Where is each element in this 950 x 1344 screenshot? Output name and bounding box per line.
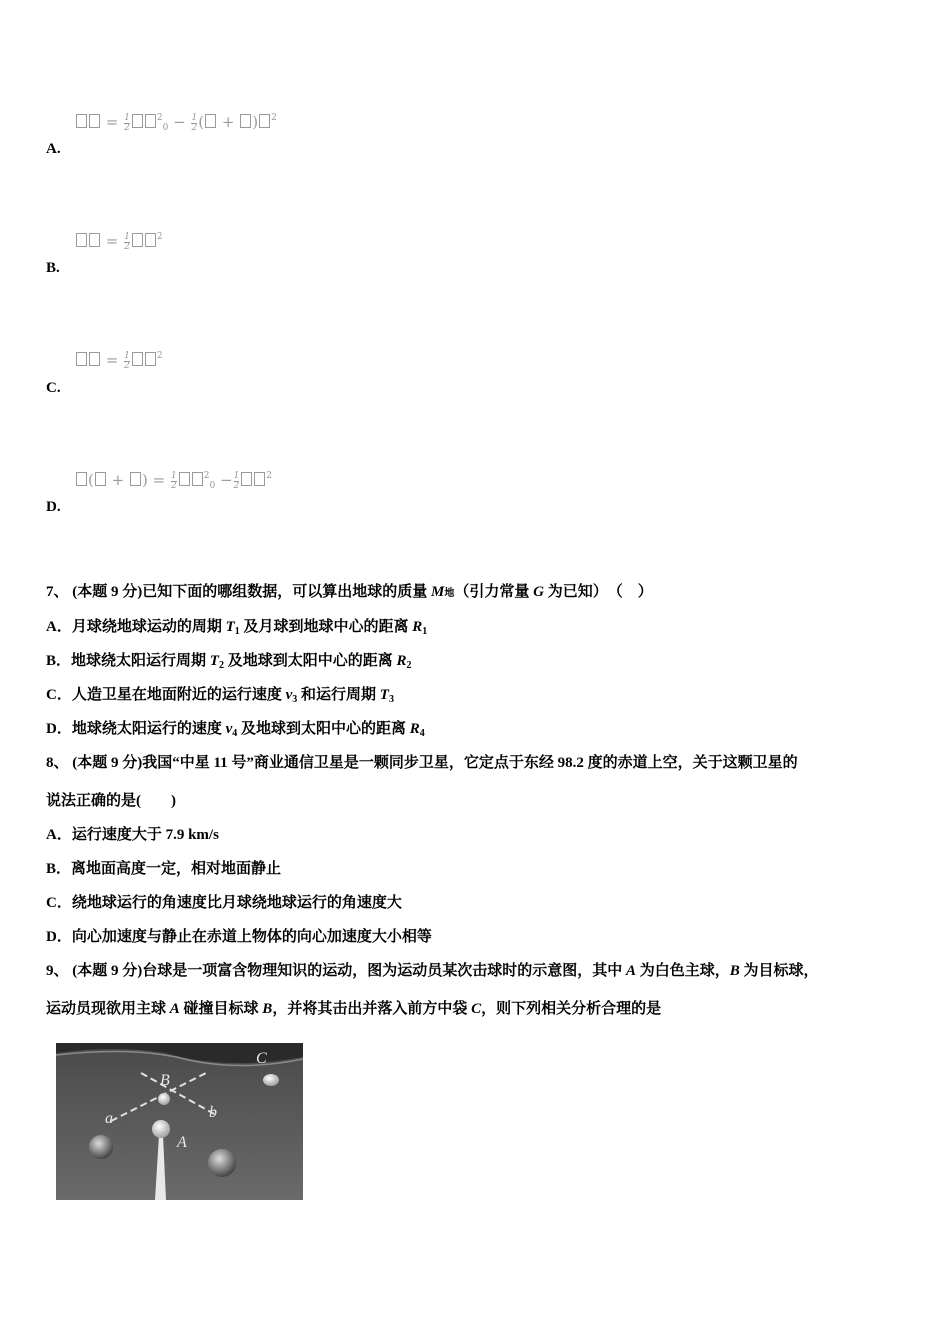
q8-option-b: B．离地面高度一定，相对地面静止 (46, 861, 282, 877)
ball-a (152, 1120, 170, 1138)
formula-b: = $\frac{1}{2}$ $^2$ (75, 232, 163, 252)
q7-option-c: C．人造卫星在地面附近的运行速度 $v_3$ 和运行周期 $T_3$ (46, 687, 394, 705)
label-c: C (256, 1050, 267, 1067)
q9-stem-line1: 9、 (本题 9 分)台球是一项富含物理知识的运动，图为运动员某次击球时的示意图，其中 A 为白色主球，B 为目标球， (46, 963, 819, 979)
label-b: B (160, 1072, 170, 1089)
ball-left (89, 1135, 113, 1159)
formula-d: ( + ) = $\frac{1}{2}$ $^2_0$ − $\frac{1}{2}$ $^2$ (75, 471, 272, 491)
label-a-lower: a (105, 1110, 113, 1127)
q7-stem: 7、 (本题 9 分)已知下面的哪组数据，可以算出地球的质量 M地（引力常量 G 为已知） （ ） (46, 584, 653, 600)
option-b-label: B. (46, 260, 60, 276)
option-c-label: C. (46, 380, 61, 396)
option-a-label: A. (46, 141, 61, 157)
q8-option-c: C．绕地球运行的角速度比月球绕地球运行的角速度大 (46, 895, 402, 911)
q8-option-a: A．运行速度大于 7.9 km/s (46, 827, 219, 843)
formula-c: = $\frac{1}{2}$ $^2$ (75, 351, 163, 371)
q8-stem-line2: 说法正确的是( ) (46, 793, 176, 809)
q7-option-b: B．地球绕太阳运行周期 $T_2$ 及地球到太阳中心的距离 $R_2$ (46, 653, 412, 671)
label-a: A (177, 1134, 187, 1151)
ball-b (158, 1093, 170, 1105)
formula-a: = $\frac{1}{2}$ $^2_0$ − $\frac{1}{2}$ ( + ) $^2$ (75, 113, 277, 133)
q7-option-d: D．地球绕太阳运行的速度 $v_4$ 及地球到太阳中心的距离 $R_4$ (46, 721, 425, 739)
option-d-label: D. (46, 499, 61, 515)
label-b-lower: b (209, 1104, 217, 1121)
billiard-figure (56, 1043, 303, 1200)
q7-option-a: A．月球绕地球运动的周期 $T_1$ 及月球到地球中心的距离 $R_1$ (46, 619, 428, 637)
pocket-ball (263, 1074, 279, 1086)
q8-stem-line1: 8、 (本题 9 分)我国“中星 11 号”商业通信卫星是一颗同步卫星，它定点于东经 98.2 度的赤道上空，关于这颗卫星的 (46, 755, 798, 771)
q8-option-d: D．向心加速度与静止在赤道上物体的向心加速度大小相等 (46, 929, 432, 945)
ball-right (208, 1149, 236, 1177)
q9-stem-line2: 运动员现欲用主球 A 碰撞目标球 B，并将其击出并落入前方中袋 C，则下列相关分析合理的是 (46, 1001, 662, 1017)
